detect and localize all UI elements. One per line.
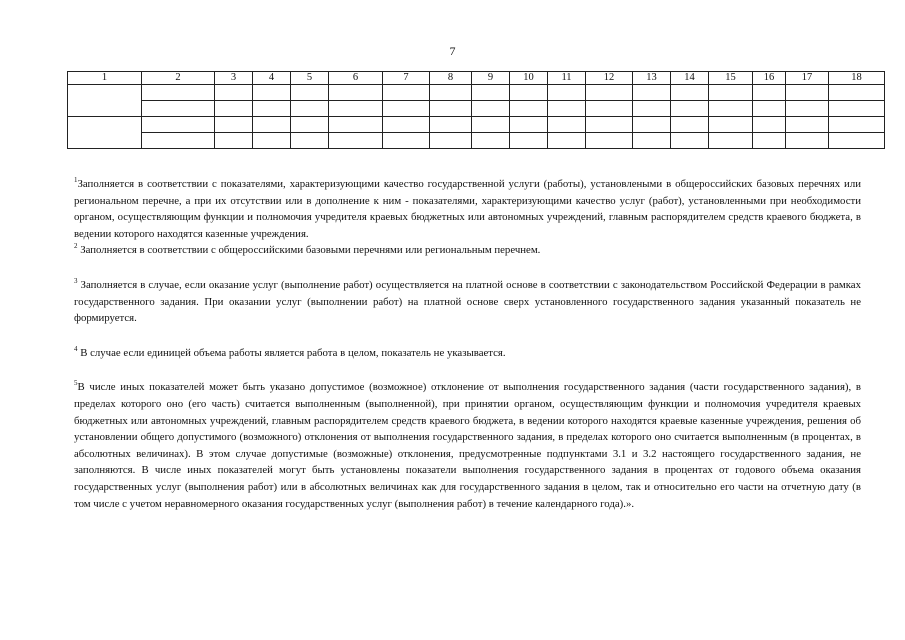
footnote-text: В числе иных показателей может быть указано допустимое (возможное) отклонение от выполнения государственного задания (части государственного задания), в пределах которого оно (его часть) считается выполненным (выполненной), при принятии органом, осуществляющим функции и полномочия учредителя краевых бюджетных или автономных учреждений, главным распорядителем средств краевого бюджета, в ведении которого находятся краевые казенные учреждения, решения об установлении общего допустимого (возможного) отклонения от выполнения государственного задания, в пределах которого оно считается выполненным (в процентах, в абсолютных величинах). В этом случае допустимые (возможные) отклонения, предусмотренные подпунктами 3.1 и 3.2 настоящего государственного задания, не заполняются. В числе иных показателей могут быть установлены показатели выполнения государственного задания в процентах от годового объема оказания государственных услуг (выполнения работ) или в абсолютных величинах как для государственного задания в целом, так и относительно его части на отчетную дату (в том числе с учетом неравномерного оказания государственных услуг (выполнения работ) в течение календарного года).». bbox=[74, 381, 861, 510]
table-cell bbox=[786, 85, 829, 101]
table-cell bbox=[329, 117, 383, 133]
footnote-mark: 3 bbox=[74, 276, 78, 285]
table-cell bbox=[142, 133, 215, 149]
table-cell bbox=[709, 133, 753, 149]
table-cell bbox=[586, 85, 633, 101]
table-cell bbox=[383, 133, 430, 149]
table-row bbox=[68, 101, 885, 117]
table-header-cell: 14 bbox=[671, 72, 709, 85]
table-cell bbox=[548, 101, 586, 117]
table-cell bbox=[215, 117, 253, 133]
table-header-cell: 10 bbox=[510, 72, 548, 85]
data-table bbox=[67, 71, 885, 149]
table-cell bbox=[215, 133, 253, 149]
table-cell bbox=[671, 117, 709, 133]
table-cell bbox=[383, 117, 430, 133]
table-header-cell: 3 bbox=[215, 72, 253, 85]
footnote-mark: 5 bbox=[74, 379, 78, 388]
table-cell bbox=[510, 117, 548, 133]
footnote-mark: 4 bbox=[74, 344, 78, 353]
table-cell bbox=[548, 117, 586, 133]
table-cell bbox=[586, 101, 633, 117]
table-cell bbox=[586, 133, 633, 149]
table-cell bbox=[430, 101, 472, 117]
table-cell bbox=[786, 117, 829, 133]
footnotes bbox=[74, 176, 861, 512]
table-header-row bbox=[68, 72, 885, 85]
table-header-cell: 4 bbox=[253, 72, 291, 85]
table-cell bbox=[671, 85, 709, 101]
table-cell bbox=[472, 133, 510, 149]
table-cell bbox=[430, 117, 472, 133]
table-cell bbox=[633, 117, 671, 133]
table-cell bbox=[215, 101, 253, 117]
table-cell bbox=[548, 85, 586, 101]
footnote-mark: 1 bbox=[74, 176, 78, 184]
table-cell bbox=[291, 85, 329, 101]
table-cell bbox=[472, 101, 510, 117]
table-cell bbox=[253, 133, 291, 149]
table-header-cell: 16 bbox=[753, 72, 786, 85]
table-header-cell: 11 bbox=[548, 72, 586, 85]
footnote-mark: 2 bbox=[74, 242, 78, 251]
table-header-cell: 8 bbox=[430, 72, 472, 85]
table-cell bbox=[709, 85, 753, 101]
table-cell bbox=[291, 133, 329, 149]
table-cell bbox=[253, 85, 291, 101]
table-cell bbox=[430, 85, 472, 101]
table-cell bbox=[510, 101, 548, 117]
table-cell bbox=[329, 85, 383, 101]
table-cell bbox=[510, 85, 548, 101]
table-cell bbox=[142, 101, 215, 117]
table-row bbox=[68, 133, 885, 149]
table-header-cell: 12 bbox=[586, 72, 633, 85]
table-cell bbox=[753, 133, 786, 149]
table-cell bbox=[786, 101, 829, 117]
table-cell bbox=[633, 101, 671, 117]
table-header-cell: 5 bbox=[291, 72, 329, 85]
table-cell bbox=[586, 117, 633, 133]
table-cell bbox=[829, 85, 885, 101]
table-header-cell: 17 bbox=[786, 72, 829, 85]
footnote-2 bbox=[74, 242, 861, 259]
table-cell bbox=[142, 85, 215, 101]
footnote-text: В случае если единицей объема работы является работа в целом, показатель не указывается. bbox=[77, 346, 506, 359]
table-cell bbox=[829, 101, 885, 117]
table-header-cell: 1 bbox=[68, 72, 142, 85]
table-cell bbox=[709, 101, 753, 117]
table-cell bbox=[633, 85, 671, 101]
table-cell bbox=[829, 133, 885, 149]
table-cell bbox=[68, 85, 142, 117]
footnote-text: Заполняется в случае, если оказание услуг (выполнение работ) осуществляется на платной основе в соответствии с законодательством Российской Федерации в рамках государственного задания. При оказании услуг (выполнении работ) на платной основе сверх установленного государственного задания указанный показатель не формируется. bbox=[74, 278, 861, 325]
table-cell bbox=[329, 133, 383, 149]
table-cell bbox=[253, 117, 291, 133]
table-cell bbox=[253, 101, 291, 117]
footnote-5 bbox=[74, 379, 861, 512]
table-cell bbox=[472, 117, 510, 133]
table-cell bbox=[68, 117, 142, 149]
footnote-3 bbox=[74, 277, 861, 327]
table-row bbox=[68, 117, 885, 133]
footnote-4 bbox=[74, 345, 861, 362]
footnote-1 bbox=[74, 176, 861, 242]
table-cell bbox=[142, 117, 215, 133]
table-cell bbox=[291, 101, 329, 117]
table-cell bbox=[709, 117, 753, 133]
table-cell bbox=[291, 117, 329, 133]
table-row bbox=[68, 85, 885, 101]
table-cell bbox=[633, 133, 671, 149]
table-cell bbox=[329, 101, 383, 117]
table-cell bbox=[829, 117, 885, 133]
table-cell bbox=[786, 133, 829, 149]
table-cell bbox=[472, 85, 510, 101]
table-cell bbox=[430, 133, 472, 149]
table-cell bbox=[753, 117, 786, 133]
table-header-cell: 18 bbox=[829, 72, 885, 85]
footnote-text: Заполняется в соответствии с общероссийскими базовыми перечнями или региональным перечнем. bbox=[77, 244, 541, 257]
table-cell bbox=[753, 101, 786, 117]
table-cell bbox=[753, 85, 786, 101]
table-cell bbox=[383, 85, 430, 101]
table-cell bbox=[383, 101, 430, 117]
table-header-cell: 13 bbox=[633, 72, 671, 85]
table-cell bbox=[671, 101, 709, 117]
table-cell bbox=[215, 85, 253, 101]
table-header-cell: 6 bbox=[329, 72, 383, 85]
table-cell bbox=[510, 133, 548, 149]
table-header-cell: 2 bbox=[142, 72, 215, 85]
table-cell bbox=[671, 133, 709, 149]
table-cell bbox=[548, 133, 586, 149]
table-header-cell: 15 bbox=[709, 72, 753, 85]
footnote-text: Заполняется в соответствии с показателями, характеризующими качество государственной услуги (работы), установлеными в общероссийских базовых перечнях или региональном перечне, а при их отсутствии или в дополнение к ним - показателями, характеризующими качество услуг (работ), установленными при необходимости органом, осуществляющим функции и полномочия учредителя краевых бюджетных или автономных учреждений, главным распорядителем средств краевого бюджета, в ведении которого находятся казенные учреждения. bbox=[74, 178, 861, 240]
table-header-cell: 9 bbox=[472, 72, 510, 85]
table-header-cell: 7 bbox=[383, 72, 430, 85]
page-number: 7 bbox=[449, 44, 456, 58]
